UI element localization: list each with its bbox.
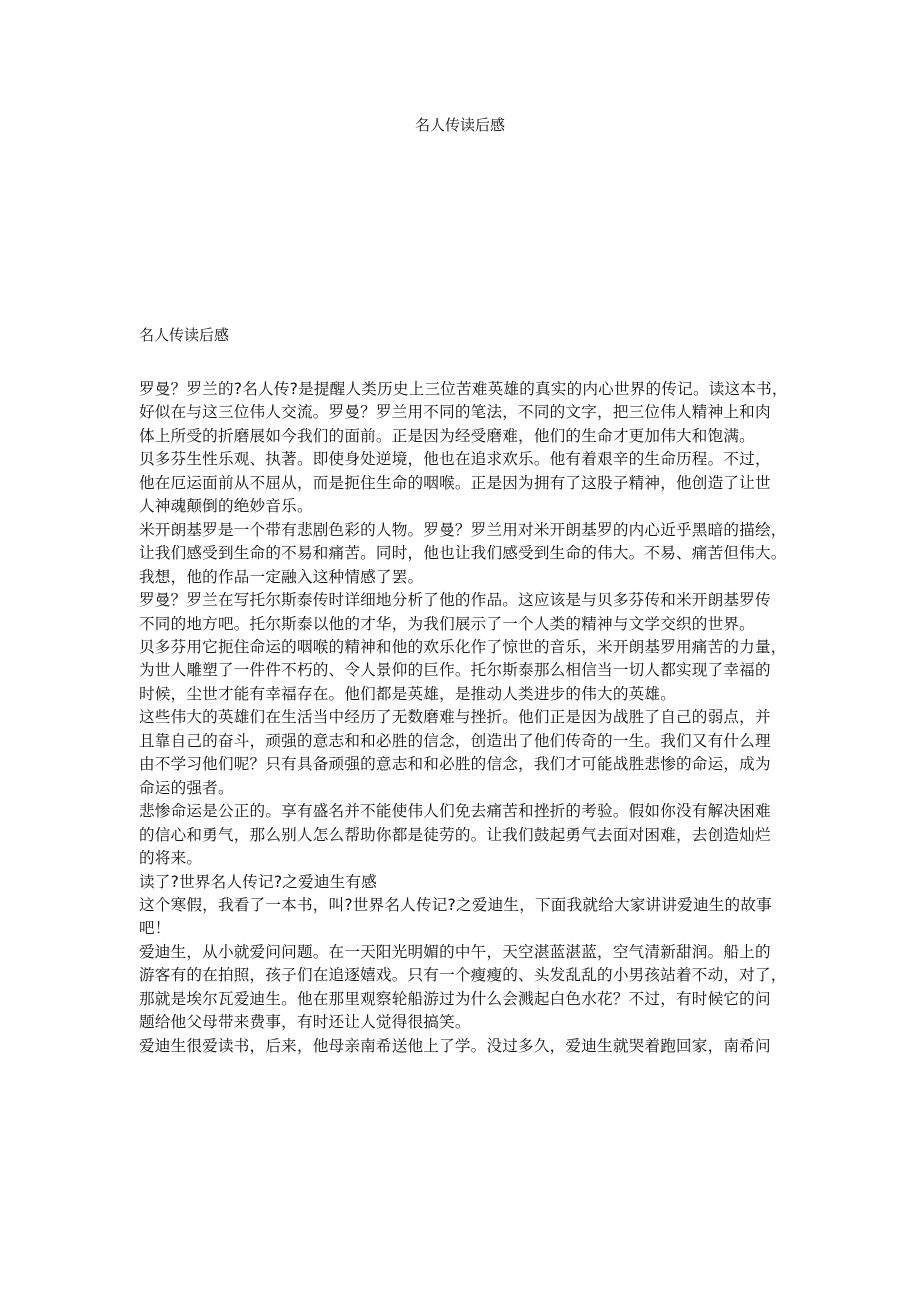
text-line: 吧！ bbox=[139, 919, 171, 938]
text-line: 爱迪生，从小就爱问问题。在一天阳光明媚的中午，天空湛蓝湛蓝，空气清新甜润。船上的 bbox=[139, 942, 771, 961]
document-body bbox=[139, 378, 799, 1058]
text-line: 米开朗基罗是一个带有悲剧色彩的人物。罗曼？罗兰用对米开朗基罗的内心近乎黑暗的描绘， bbox=[139, 520, 787, 539]
text-line: 贝多芬用它扼住命运的咽喉的精神和他的欢乐化作了惊世的音乐，米开朗基罗用痛苦的力量， bbox=[139, 637, 787, 656]
text-line: 这个寒假，我看了一本书，叫?世界名人传记?之爱迪生，下面我就给大家讲讲爱迪生的故事 bbox=[139, 895, 772, 914]
text-line: 不同的地方吧。托尔斯泰以他的才华，为我们展示了一个人类的精神与文学交织的世界。 bbox=[139, 614, 755, 633]
text-line: 人神魂颠倒的绝妙音乐。 bbox=[139, 497, 313, 516]
text-line: 读了?世界名人传记?之爱迪生有感 bbox=[139, 872, 378, 891]
text-line: 的将来。 bbox=[139, 849, 203, 868]
text-line: 爱迪生很爱读书，后来，他母亲南希送他上了学。没过多久，爱迪生就哭着跑回家，南希问 bbox=[139, 1036, 771, 1055]
text-line: 好似在与这三位伟人交流。罗曼？罗兰用不同的笔法，不同的文字，把三位伟人精神上和肉 bbox=[139, 403, 771, 422]
text-line: 题给他父母带来费事，有时还让人觉得很搞笑。 bbox=[139, 1013, 471, 1032]
text-line: 让我们感受到生命的不易和痛苦。同时，他也让我们感受到生命的伟大。不易、痛苦但伟大。 bbox=[139, 544, 787, 563]
text-line: 为世人雕塑了一件件不朽的、令人景仰的巨作。托尔斯泰那么相信当一切人都实现了幸福的 bbox=[139, 661, 771, 680]
document-title: 名人传读后感 bbox=[414, 116, 505, 134]
text-line: 游客有的在拍照，孩子们在追逐嬉戏。只有一个瘦瘦的、头发乱乱的小男孩站着不动，对了， bbox=[139, 966, 787, 985]
text-line: 的信心和勇气，那么别人怎么帮助你都是徒劳的。让我们鼓起勇气去面对困难，去创造灿烂 bbox=[139, 825, 771, 844]
text-line: 命运的强者。 bbox=[139, 778, 234, 797]
text-line: 我想，他的作品一定融入这种情感了罢。 bbox=[139, 567, 424, 586]
text-line: 悲惨命运是公正的。享有盛名并不能使伟人们免去痛苦和挫折的考验。假如你没有解决困难 bbox=[139, 802, 771, 821]
section-heading: 名人传读后感 bbox=[139, 326, 230, 344]
text-line: 体上所受的折磨展如今我们的面前。正是因为经受磨难，他们的生命才更加伟大和饱满。 bbox=[139, 426, 755, 445]
text-line: 且靠自己的奋斗，顽强的意志和和必胜的信念，创造出了他们传奇的一生。我们又有什么理 bbox=[139, 731, 771, 750]
text-line: 时候，尘世才能有幸福存在。他们都是英雄，是推动人类进步的伟大的英雄。 bbox=[139, 684, 676, 703]
text-line: 这些伟大的英雄们在生活当中经历了无数磨难与挫折。他们正是因为战胜了自己的弱点，并 bbox=[139, 708, 771, 727]
text-line: 罗曼？罗兰的?名人传?是提醒人类历史上三位苦难英雄的真实的内心世界的传记。读这本书， bbox=[139, 380, 788, 398]
text-line: 那就是埃尔瓦爱迪生。他在那里观察轮船游过为什么会溅起白色水花？不过，有时候它的问 bbox=[139, 989, 771, 1008]
text-line: 他在厄运面前从不屈从，而是扼住生命的咽喉。正是因为拥有了这股子精神，他创造了让世 bbox=[139, 473, 771, 492]
text-line: 罗曼？罗兰在写托尔斯泰传时详细地分析了他的作品。这应该是与贝多芬传和米开朗基罗传 bbox=[139, 591, 771, 610]
text-line: 由不学习他们呢？只有具备顽强的意志和和必胜的信念，我们才可能战胜悲惨的命运，成为 bbox=[139, 755, 771, 774]
text-line: 贝多芬生性乐观、执著。即使身处逆境，他也在追求欢乐。他有着艰辛的生命历程。不过， bbox=[139, 450, 771, 469]
